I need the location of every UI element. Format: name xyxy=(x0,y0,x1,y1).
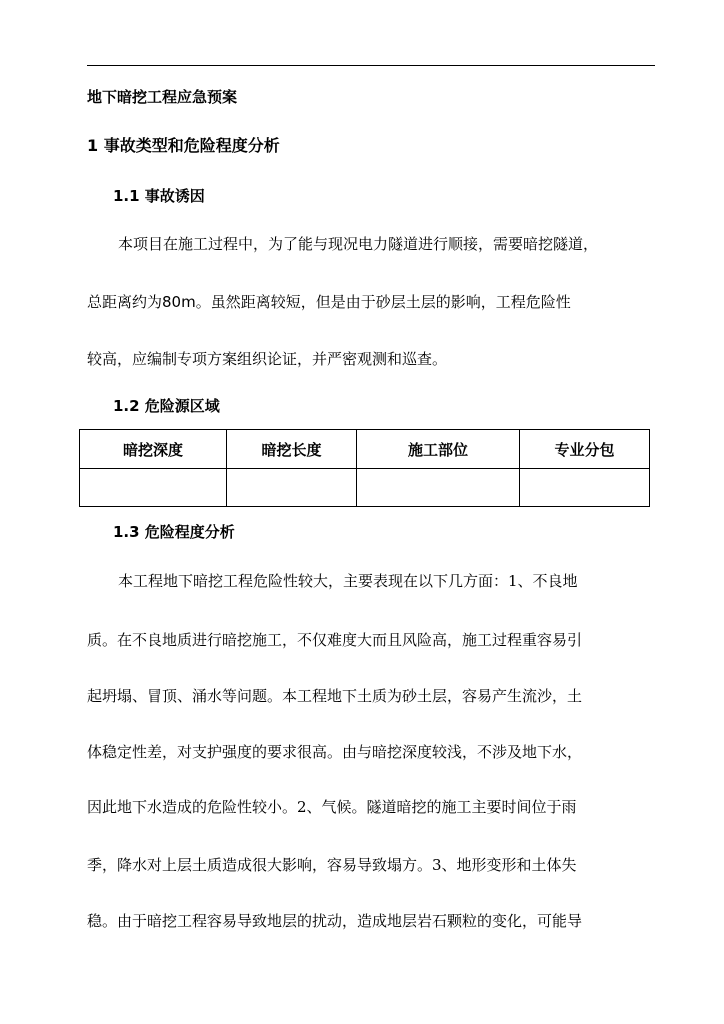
table-header-cell: 施工部位 xyxy=(357,430,520,469)
table-cell xyxy=(520,469,650,507)
table-cell xyxy=(80,469,227,507)
paragraph-2-line-7: 稳。由于暗挖工程容易导致地层的扰动，造成地层岩石颗粒的变化，可能导 xyxy=(87,912,583,930)
section-1-heading: 1 事故类型和危险程度分析 xyxy=(87,136,280,155)
paragraph-2-line-1: 本工程地下暗挖工程危险性较大，主要表现在以下几方面：1、不良地 xyxy=(118,572,578,590)
paragraph-2-line-4: 体稳定性差，对支护强度的要求很高。由与暗挖深度较浅，不涉及地下水， xyxy=(87,743,583,761)
table-row xyxy=(80,469,650,507)
section-1-1-heading: 1.1 事故诱因 xyxy=(113,187,205,205)
table-cell xyxy=(227,469,357,507)
table-header-cell: 暗挖长度 xyxy=(227,430,357,469)
table-header-row xyxy=(80,430,650,469)
text-segment: 总距离约为 xyxy=(87,293,163,311)
paragraph-2-line-2: 质。在不良地质进行暗挖施工，不仅难度大而且风险高，施工过程重容易引 xyxy=(87,631,583,649)
text-segment: 。虽然距离较短，但是由于砂层土层的影响，工程危险性 xyxy=(195,293,571,311)
hazard-source-table xyxy=(79,429,650,507)
header-rule xyxy=(87,65,655,66)
distance-value: 80m xyxy=(162,293,196,311)
paragraph-1-line-2 xyxy=(87,291,571,312)
paragraph-2-line-6: 季，降水对上层土质造成很大影响，容易导致塌方。3、地形变形和土体失 xyxy=(87,856,577,874)
section-1-2-heading: 1.2 危险源区域 xyxy=(113,397,220,415)
table-header-cell: 专业分包 xyxy=(520,430,650,469)
table-cell xyxy=(357,469,520,507)
paragraph-2-line-3: 起坍塌、冒顶、涌水等问题。本工程地下土质为砂土层，容易产生流沙，土 xyxy=(87,687,583,705)
section-1-3-heading: 1.3 危险程度分析 xyxy=(113,523,235,541)
document-title: 地下暗挖工程应急预案 xyxy=(87,88,238,106)
paragraph-1-line-3: 较高，应编制专项方案组织论证，并严密观测和巡查。 xyxy=(87,350,448,368)
table-header-cell: 暗挖深度 xyxy=(80,430,227,469)
paragraph-2-line-5: 因此地下水造成的危险性较小。2、气候。隧道暗挖的施工主要时间位于雨 xyxy=(87,798,577,816)
paragraph-1-line-1: 本项目在施工过程中，为了能与现况电力隧道进行顺接，需要暗挖隧道， xyxy=(118,235,599,253)
